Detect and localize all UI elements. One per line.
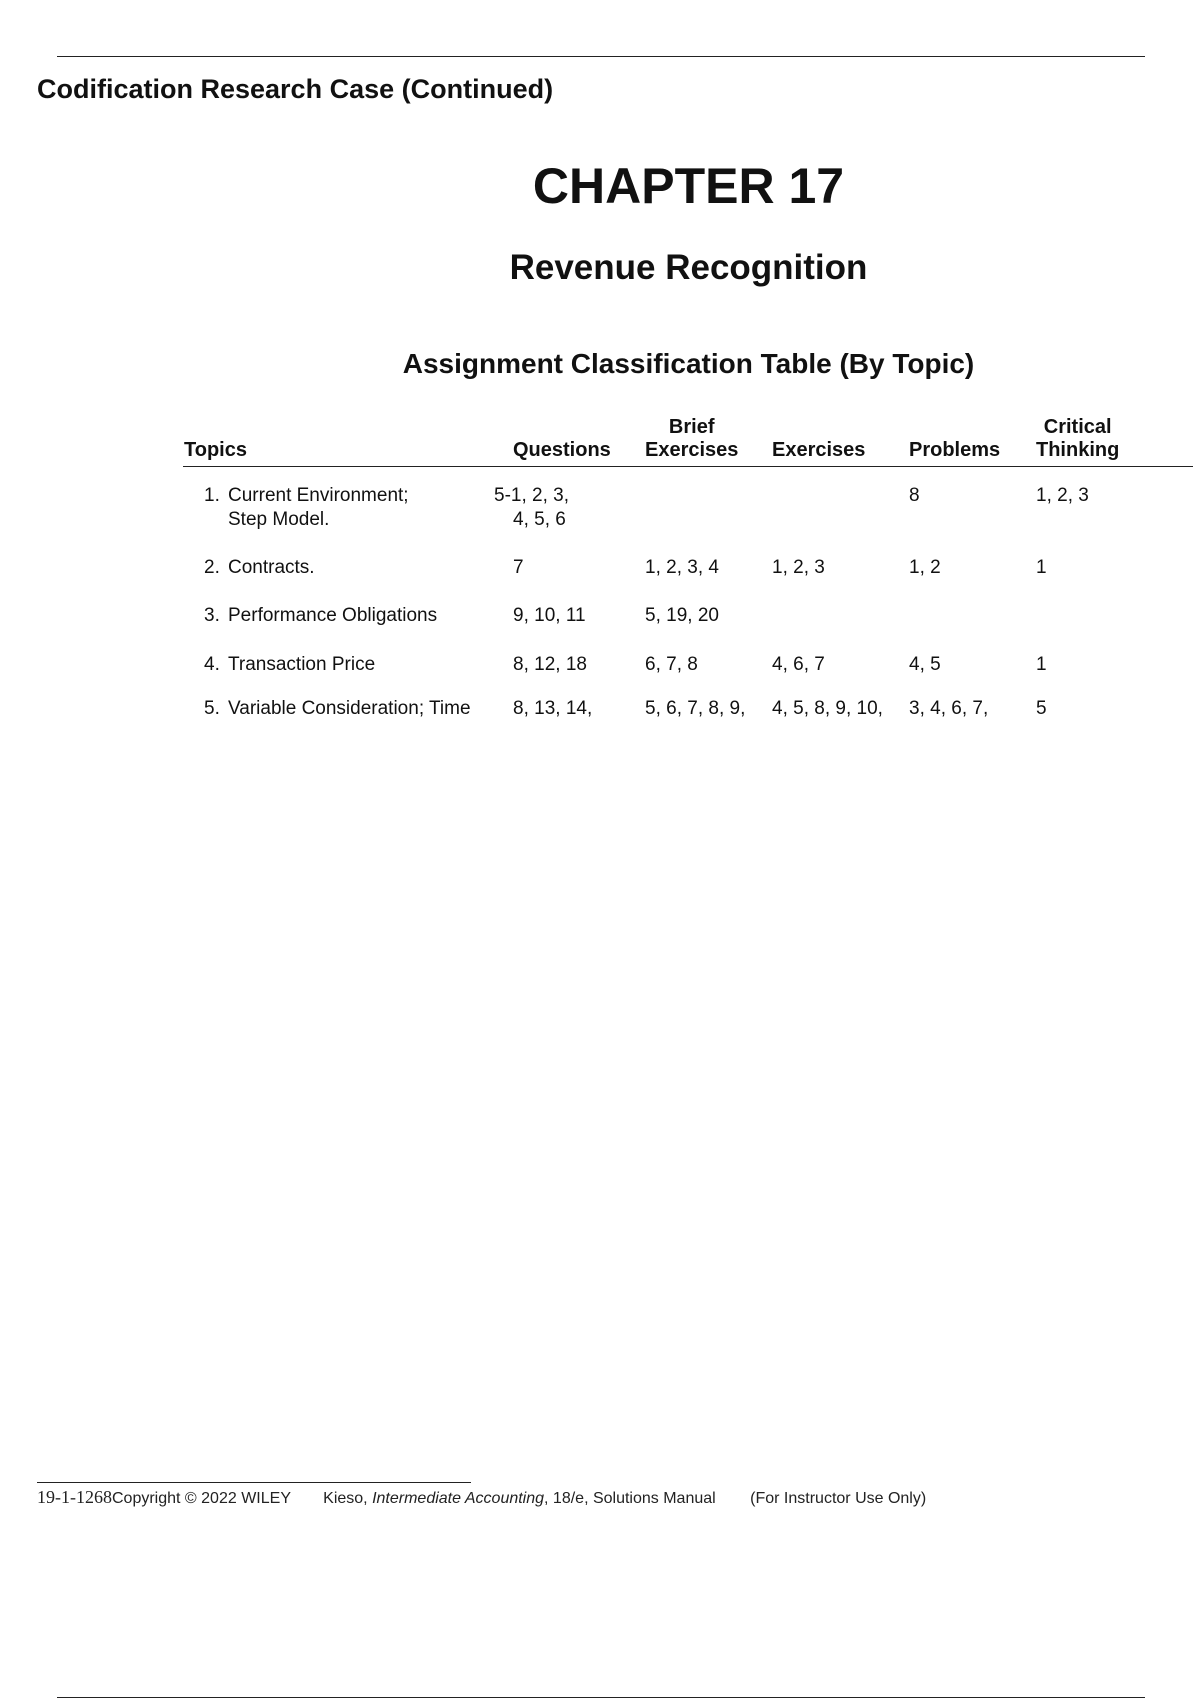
table-header <box>183 410 1193 467</box>
running-head: Codification Research Case (Continued) <box>37 74 554 104</box>
row-critical-thinking: 1 <box>1036 557 1047 578</box>
row-number: 4. <box>204 654 220 675</box>
row-problems: 1, 2 <box>909 557 941 578</box>
row-problems: 8 <box>909 485 920 506</box>
footer-copyright: Copyright © 2022 WILEY <box>112 1490 291 1507</box>
header-critical-line1: Critical <box>1043 416 1112 438</box>
row-topic: Transaction Price <box>228 654 376 675</box>
row-questions-line1: 5-1, 2, 3, <box>494 485 569 506</box>
header-brief-line2: Exercises <box>645 439 739 461</box>
row-brief-exercises: 5, 6, 7, 8, 9, <box>645 698 746 719</box>
row-number: 3. <box>204 605 220 626</box>
row-problems: 3, 4, 6, 7, <box>909 698 989 719</box>
header-questions: Questions <box>513 439 611 461</box>
footer-instructor-note: (For Instructor Use Only) <box>750 1490 927 1507</box>
row-number: 2. <box>204 557 220 578</box>
row-topic: Variable Consideration; Time <box>228 698 471 719</box>
row-exercises: 4, 5, 8, 9, 10, <box>772 698 883 719</box>
page-footer <box>37 1487 926 1508</box>
row-problems: 4, 5 <box>909 654 941 675</box>
row-topic-line2: Step Model. <box>228 509 330 530</box>
row-questions-line2: 4, 5, 6 <box>513 509 566 530</box>
footer-book-title: Intermediate Accounting <box>372 1490 545 1507</box>
row-exercises: 1, 2, 3 <box>772 557 825 578</box>
row-number: 1. <box>204 485 220 506</box>
row-critical-thinking: 5 <box>1036 698 1047 719</box>
header-problems: Problems <box>909 439 1001 461</box>
top-rule <box>57 56 1145 57</box>
bottom-rule <box>57 1697 1145 1698</box>
row-brief-exercises: 1, 2, 3, 4 <box>645 557 719 578</box>
footer-page-id: 19-1-1268 <box>37 1487 112 1507</box>
header-exercises: Exercises <box>772 439 866 461</box>
header-brief-line1: Brief <box>668 416 715 438</box>
chapter-number: CHAPTER 17 <box>532 158 845 214</box>
assignment-classification-table <box>183 410 1193 719</box>
row-questions: 8, 13, 14, <box>513 698 593 719</box>
row-questions: 7 <box>513 557 524 578</box>
row-brief-exercises: 6, 7, 8 <box>645 654 698 675</box>
table-title: Assignment Classification Table (By Topic) <box>402 348 975 379</box>
header-brief-exercises <box>645 416 738 462</box>
footer-rule <box>37 1482 471 1483</box>
footer-book <box>323 1490 716 1507</box>
row-questions <box>494 484 569 532</box>
header-topics: Topics <box>184 439 247 461</box>
row-topic: Contracts. <box>228 557 315 578</box>
footer-book-author: Kieso, <box>323 1490 368 1507</box>
row-exercises: 4, 6, 7 <box>772 654 825 675</box>
row-critical-thinking: 1, 2, 3 <box>1036 485 1089 506</box>
row-questions: 8, 12, 18 <box>513 654 587 675</box>
row-number: 5. <box>204 698 220 719</box>
row-topic-line1: Current Environment; <box>228 485 409 506</box>
row-questions: 9, 10, 11 <box>513 605 586 626</box>
header-critical-thinking <box>1036 416 1119 462</box>
row-topic: Performance Obligations <box>228 605 438 626</box>
row-topic <box>228 484 409 532</box>
row-brief-exercises: 5, 19, 20 <box>645 605 719 626</box>
chapter-title: Revenue Recognition <box>509 248 868 287</box>
row-critical-thinking: 1 <box>1036 654 1047 675</box>
footer-book-rest: , 18/e, Solutions Manual <box>544 1490 716 1507</box>
header-critical-line2: Thinking <box>1036 439 1120 461</box>
